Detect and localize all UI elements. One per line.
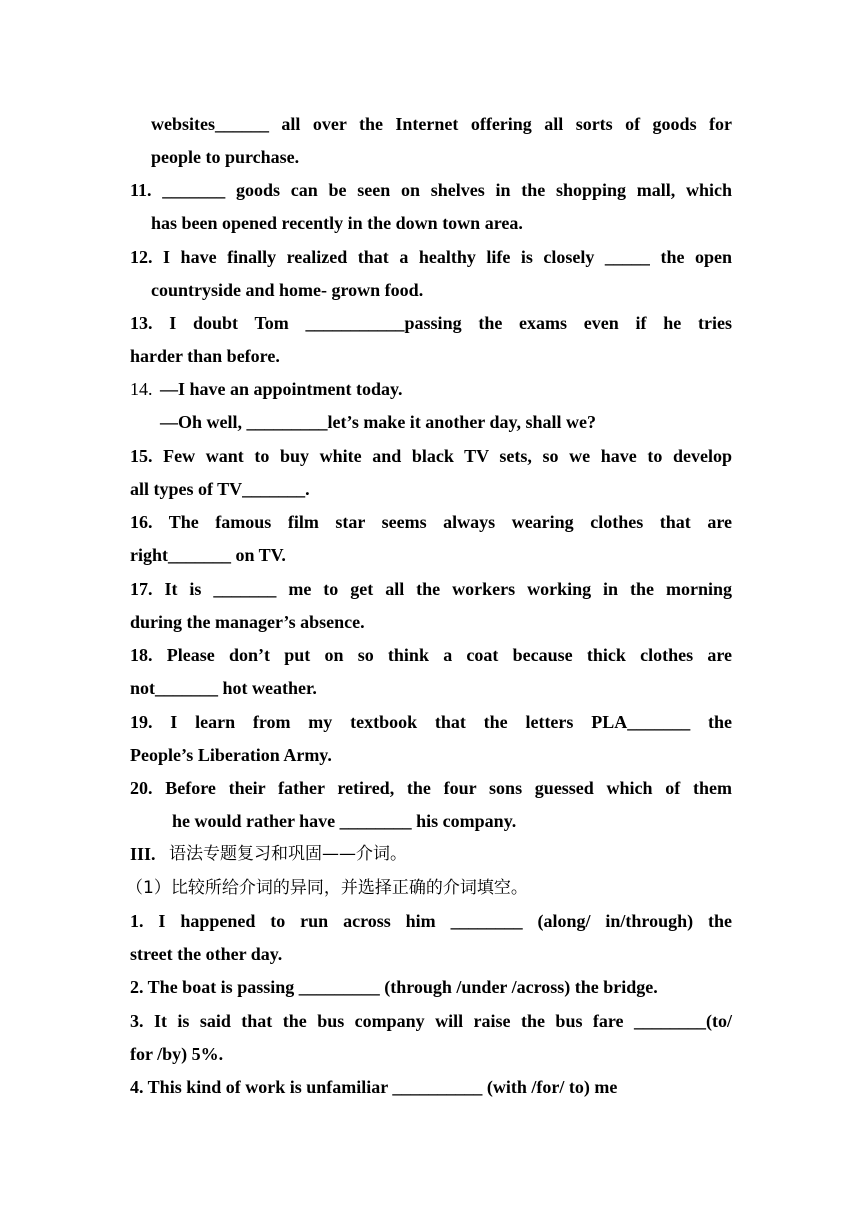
question-14-dialogue-1: —I have an appointment today.	[160, 379, 403, 399]
exercise-2-line: 2. The boat is passing _________ (through /under /across) the bridge.	[130, 977, 658, 997]
question-20-line-2: he would rather have ________ his company.	[172, 811, 517, 831]
question-19-line-1: 19. I learn from my textbook that the letters PLA_______ the	[130, 712, 732, 732]
question-15-line-1: 15. Few want to buy white and black TV sets, so we have to develop	[130, 446, 732, 466]
question-20-line-1: 20. Before their father retired, the four sons guessed which of them	[130, 778, 732, 798]
question-19-line-2: People’s Liberation Army.	[130, 745, 332, 765]
question-11-line-2: has been opened recently in the down town area.	[151, 213, 523, 233]
question-12-line-1: 12. I have finally realized that a healthy life is closely _____ the open	[130, 247, 732, 267]
line-people-to-purchase: people to purchase.	[151, 147, 300, 167]
exercise-3-line-1: 3. It is said that the bus company will raise the bus fare ________(to/	[130, 1011, 732, 1031]
exercise-1-line-2: street the other day.	[130, 944, 283, 964]
exercise-4-line: 4. This kind of work is unfamiliar __________ (with /for/ to) me	[130, 1077, 618, 1097]
question-12-line-2: countryside and home- grown food.	[151, 280, 424, 300]
question-13-line-1: 13. I doubt Tom ___________passing the exams even if he tries	[130, 313, 732, 333]
section-iii-number: III.	[130, 844, 156, 864]
question-17-line-2: during the manager’s absence.	[130, 612, 365, 632]
question-16-line-1: 16. The famous film star seems always wearing clothes that are	[130, 512, 732, 532]
question-13-line-2: harder than before.	[130, 346, 280, 366]
section-iii-title: 语法专题复习和巩固——介词。	[169, 844, 407, 864]
question-14-dialogue-2: —Oh well, _________let’s make it another day, shall we?	[160, 412, 596, 432]
question-15-line-2: all types of TV_______.	[130, 479, 310, 499]
line-websites: websites______ all over the Internet offering all sorts of goods for	[151, 114, 732, 134]
question-14-number: 14.	[130, 379, 153, 399]
question-18-line-2: not_______ hot weather.	[130, 678, 317, 698]
exercise-1-line-1: 1. I happened to run across him ________ (along/ in/through) the	[130, 911, 732, 931]
question-11-line-1: 11. _______ goods can be seen on shelves in the shopping mall, which	[130, 180, 732, 200]
exercise-3-line-2: for /by) 5%.	[130, 1044, 224, 1064]
question-17-line-1: 17. It is _______ me to get all the workers working in the morning	[130, 579, 732, 599]
question-16-line-2: right_______ on TV.	[130, 545, 286, 565]
question-18-line-1: 18. Please don’t put on so think a coat because thick clothes are	[130, 645, 732, 665]
subsection-1-instruction: （1）比较所给介词的异同，并选择正确的介词填空。	[126, 878, 528, 898]
